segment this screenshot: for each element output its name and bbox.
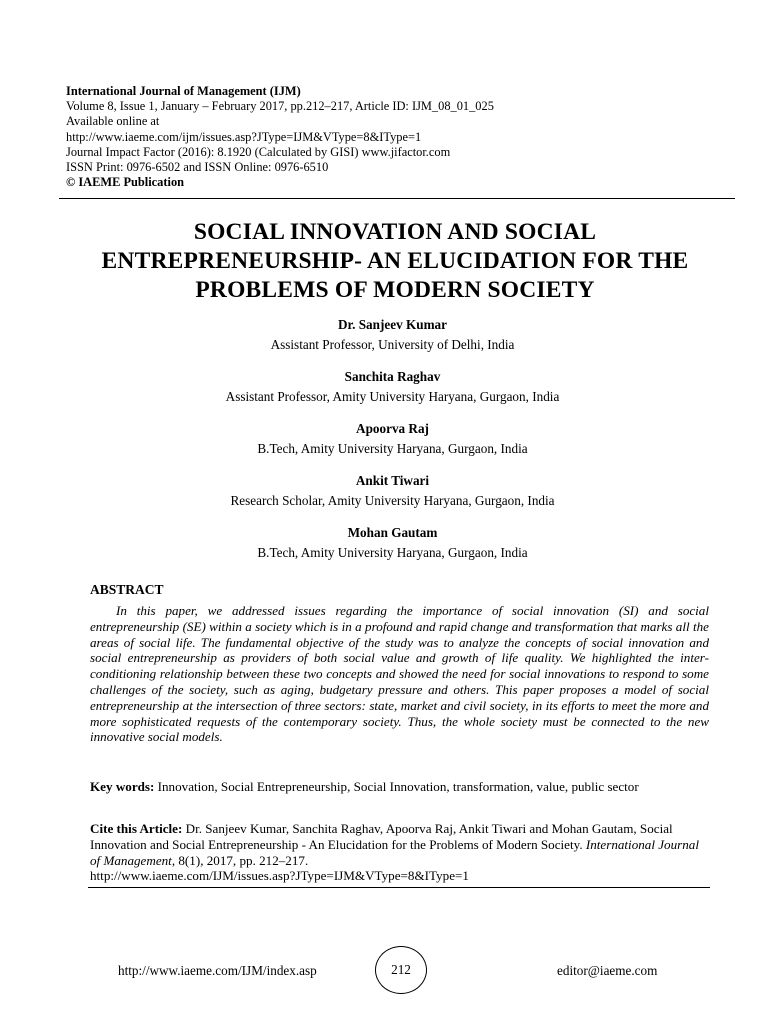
citation-label: Cite this Article: [90, 821, 183, 836]
issn-info: ISSN Print: 0976-6502 and ISSN Online: 0976-6510 [66, 160, 329, 175]
author-affiliation: B.Tech, Amity University Haryana, Gurgaon, India [257, 545, 528, 560]
citation-journal: International Journal of Management [90, 836, 699, 868]
author-affiliation: Research Scholar, Amity University Haryana, Gurgaon, India [230, 493, 555, 508]
title-line: ENTREPRENEURSHIP- AN ELUCIDATION FOR THE [101, 248, 689, 274]
author-list [60, 316, 725, 576]
header-divider [59, 198, 735, 199]
available-online: Available online at [66, 114, 160, 129]
citation [90, 821, 709, 884]
page-number [375, 946, 427, 994]
paper-title [40, 218, 750, 305]
keywords [90, 779, 709, 795]
abstract-text: In this paper, we addressed issues regarding the importance of social innovation (SI) and social entrepreneurship (SE) within a society which is in a profound and rapid change and transformation that marks all the areas of social life. The fundamental objective of the study was to analyze the concepts of social innovation and social entrepreneurship as providers of both social value and growth of life quality. We highlighted the inter-conditioning relationship between these two concepts and showed the need for social innovations to respond to some challenges of the society, such as aging, budgetary pressure and others. This paper proposes a model of social entrepreneurship at the intersection of three sectors: state, market and civil society, in its efforts to meet the more and more sophisticated requests of the contemporary society. Thus, the whole society must be connected to the new innovative social models. [90, 603, 709, 745]
author-block [60, 524, 725, 576]
issue-info: Volume 8, Issue 1, January – February 2017, pp.212–217, Article ID: IJM_08_01_025 [66, 99, 494, 114]
page-number-text: 212 [391, 962, 411, 977]
author-block [60, 472, 725, 524]
issue-link[interactable]: http://www.iaeme.com/ijm/issues.asp?JType=IJM&VType=8&IType=1 [66, 129, 422, 144]
footer-link[interactable]: http://www.iaeme.com/IJM/index.asp [118, 963, 317, 978]
journal-name: International Journal of Management (IJM) [66, 84, 301, 98]
citation-text: Dr. Sanjeev Kumar, Sanchita Raghav, Apoorva Raj, Ankit Tiwari and Mohan Gautam, Social Innovation and Social Entrepreneurship - An Elucidation for the Problems of Modern Society. [90, 821, 673, 852]
abstract-heading: ABSTRACT [90, 582, 164, 597]
citation-volume: , 8(1), 2017, pp. 212–217. [171, 852, 309, 868]
author-name: Sanchita Raghav [344, 369, 441, 384]
citation-divider [88, 887, 710, 888]
journal-header [66, 84, 736, 190]
author-name: Dr. Sanjeev Kumar [337, 317, 448, 332]
citation-link[interactable]: http://www.iaeme.com/IJM/issues.asp?JType=IJM&VType=8&IType=1 [90, 868, 469, 884]
author-block [60, 316, 725, 368]
title-line: PROBLEMS OF MODERN SOCIETY [195, 277, 595, 303]
keywords-text: Innovation, Social Entrepreneurship, Social Innovation, transformation, value, public sector [154, 779, 639, 794]
publisher: © IAEME Publication [66, 175, 185, 190]
title-line: SOCIAL INNOVATION AND SOCIAL [193, 219, 597, 245]
author-block [60, 420, 725, 472]
author-name: Apoorva Raj [356, 421, 429, 436]
author-affiliation: B.Tech, Amity University Haryana, Gurgaon, India [257, 441, 528, 456]
author-affiliation: Assistant Professor, Amity University Haryana, Gurgaon, India [225, 389, 560, 404]
footer-email[interactable]: editor@iaeme.com [557, 963, 658, 978]
impact-factor: Journal Impact Factor (2016): 8.1920 (Calculated by GISI) www.jifactor.com [66, 144, 451, 159]
author-affiliation: Assistant Professor, University of Delhi, India [270, 337, 515, 352]
author-name: Mohan Gautam [347, 525, 438, 540]
keywords-label: Key words: [90, 779, 155, 794]
author-name: Ankit Tiwari [355, 473, 430, 488]
author-block [60, 368, 725, 420]
